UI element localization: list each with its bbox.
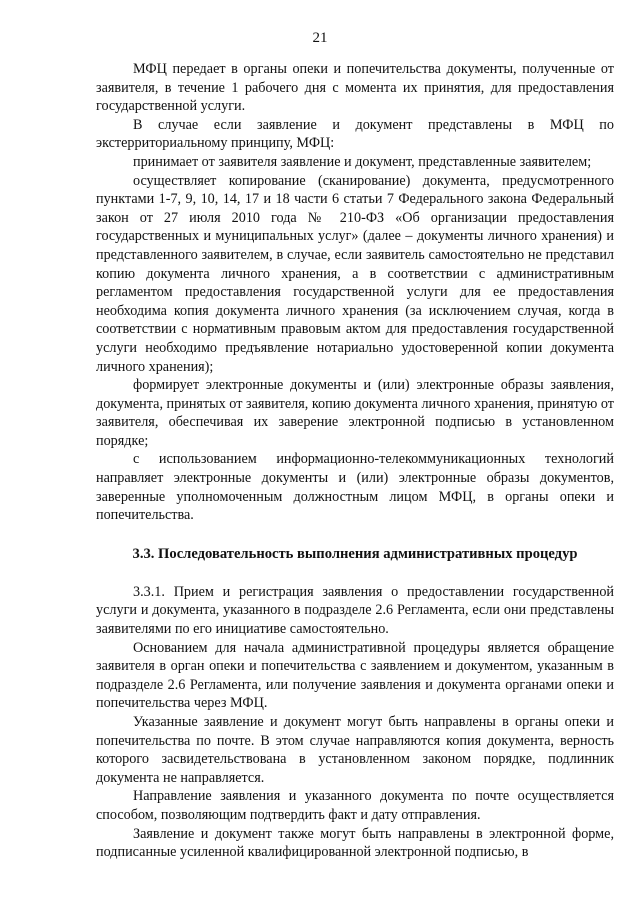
page-content (96, 60, 614, 862)
paragraph-basis: Основанием для начала административной процедуры является обращение заявителя в орган опеки и попечительства с заявлением и документом, указанным в подразделе 2.6 Регламента, или получение заявления и документа органами опеки и попечительства через МФЦ. (96, 639, 614, 712)
paragraph-copying: осуществляет копирование (сканирование) документа, предусмотренного пунктами 1-7, 9, 10, 14, 17 и 18 части 6 статьи 7 Федерального закона Федеральный закон от 27 июля 2010 года № 210-ФЗ «Об организации предоставления государственных и муниципальных услуг» (далее – документы личного хранения) и представленного заявителем, в случае, если заявитель самостоятельно не представил копию документа личного хранения, а в соответствии с административным регламентом предоставления государственной услуги для ее предоставления необходима копия документа личного хранения (за исключением случая, когда в соответствии с нормативным правовым актом для предоставления государственной услуги необходимо предъявление нотариально удостоверенной копии документа личного хранения); (96, 172, 614, 375)
section-heading: 3.3. Последовательность выполнения административных процедур (132, 545, 578, 562)
paragraph-by-mail: Указанные заявление и документ могут быть направлены в органы опеки и попечительства по почте. В этом случае направляются копия документа, верность которого засвидетельствована в установленном законом порядке, подлинник документа не направляется. (96, 714, 614, 786)
paragraph-extraterritorial: В случае если заявление и документ представлены в МФЦ по экстерриториальному принципу, МФЦ: (96, 116, 614, 152)
paragraph-3-3-1: 3.3.1. Прием и регистрация заявления о предоставлении государственной услуги и документа, указанного в подразделе 2.6 Регламента, если они представлены заявителями по его инициативе самостоятельно. (96, 583, 614, 638)
paragraph-sends-electronic: с использованием информационно-телекоммуникационных технологий направляет электронные документы и (или) электронные образы документов, заверенные уполномоченным должностным лицом МФЦ, в органы опеки и попечительства. (96, 451, 614, 524)
paragraph-forms-electronic: формирует электронные документы и (или) электронные образы заявления, документа, принятых от заявителя, копию документа личного хранения, принятую от заявителя, обеспечивая их заверение электронной подписью в установленном порядке; (96, 377, 615, 449)
paragraph-mfc-transfer: МФЦ передает в органы опеки и попечительства документы, полученные от заявителя, в течение 1 рабочего дня с момента их принятия, для предоставления государственной услуги. (96, 61, 614, 115)
page-number: 21 (312, 30, 328, 46)
paragraph-accepts: принимает от заявителя заявление и документ, представленные заявителем; (133, 153, 592, 170)
paragraph-mail-method: Направление заявления и указанного документа по почте осуществляется способом, позволяющим подтвердить факт и дату отправления. (96, 788, 614, 823)
paragraph-electronic-form: Заявление и документ также могут быть направлены в электронной форме, подписанные усиленной квалифицированной электронной подписью, в (96, 825, 614, 861)
